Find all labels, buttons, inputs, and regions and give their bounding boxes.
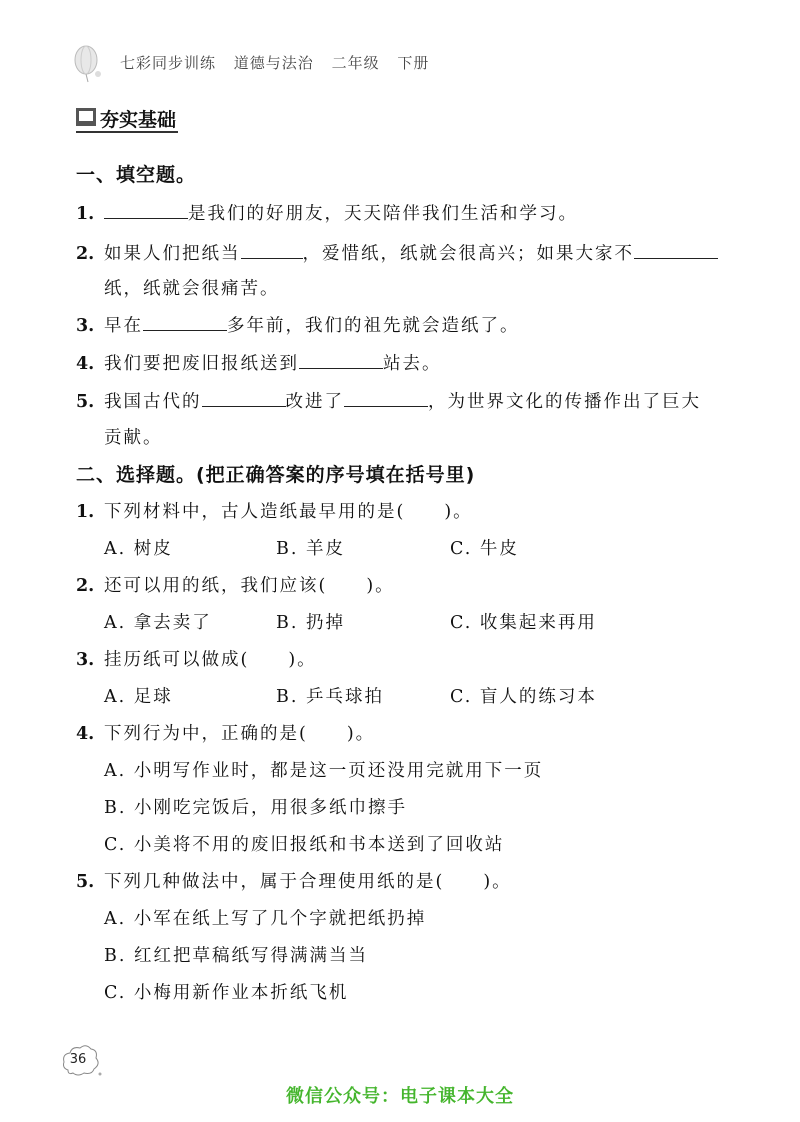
balloon-logo-icon xyxy=(70,44,110,84)
q-number: 1. xyxy=(76,204,95,224)
option-c[interactable]: C. 小美将不用的废旧报纸和书本送到了回收站 xyxy=(104,835,505,855)
choice-question-2 xyxy=(76,572,395,597)
option-a[interactable]: A. 小军在纸上写了几个字就把纸扔掉 xyxy=(104,909,427,929)
option-b[interactable]: B. 红红把草稿纸写得满满当当 xyxy=(104,946,368,966)
answer-blank[interactable] xyxy=(241,240,303,259)
option-c[interactable]: C. 牛皮 xyxy=(450,539,519,559)
header-text xyxy=(120,52,441,73)
fill-question-1 xyxy=(76,200,578,225)
page-number-badge xyxy=(60,1040,104,1084)
q-text: 多年前，我们的祖先就会造纸了。 xyxy=(227,316,520,336)
option-c[interactable]: C. 小梅用新作业本折纸飞机 xyxy=(104,983,349,1003)
option-a[interactable]: A. 小明写作业时，都是这一页还没用完就用下一页 xyxy=(104,761,544,781)
choice-question-5 xyxy=(76,868,512,893)
q-number: 3. xyxy=(76,650,95,670)
q-text: 挂历纸可以做成( )。 xyxy=(104,650,317,670)
fill-question-2 xyxy=(76,240,718,265)
choice-question-3 xyxy=(76,646,317,671)
header-volume: 下册 xyxy=(397,54,430,72)
q-text: 改进了 xyxy=(285,392,344,412)
fill-question-2-cont: 纸，纸就会很痛苦。 xyxy=(104,279,280,299)
option-c[interactable]: C. 收集起来再用 xyxy=(450,613,597,633)
section-underline xyxy=(76,131,178,133)
q-text: 我国古代的 xyxy=(104,392,202,412)
q-text: ，爱惜纸，纸就会很高兴；如果大家不 xyxy=(302,244,634,264)
answer-blank[interactable] xyxy=(104,200,188,219)
header-grade: 二年级 xyxy=(331,54,380,72)
section-badge-icon xyxy=(76,108,98,128)
q-number: 4. xyxy=(76,354,95,374)
page-header xyxy=(70,44,750,84)
option-b[interactable]: B. 小刚吃完饭后，用很多纸巾擦手 xyxy=(104,798,407,818)
answer-blank[interactable] xyxy=(143,312,227,331)
answer-blank[interactable] xyxy=(634,240,718,259)
q-text: 还可以用的纸，我们应该( )。 xyxy=(104,576,395,596)
q-text: 站去。 xyxy=(383,354,442,374)
q-text: 是我们的好朋友，天天陪伴我们生活和学习。 xyxy=(188,204,578,224)
header-series: 七彩同步训练 xyxy=(120,54,217,72)
q-number: 4. xyxy=(76,724,95,744)
q-text: 下列材料中，古人造纸最早用的是( )。 xyxy=(104,502,473,522)
option-b[interactable]: B. 扔掉 xyxy=(276,613,345,633)
q-number: 1. xyxy=(76,502,95,522)
q-text: 下列行为中，正确的是( )。 xyxy=(104,724,376,744)
answer-blank[interactable] xyxy=(299,350,383,369)
choice-question-4 xyxy=(76,720,375,745)
q-number: 3. xyxy=(76,316,95,336)
q-text: 早在 xyxy=(104,316,143,336)
option-c[interactable]: C. 盲人的练习本 xyxy=(450,687,597,707)
part1-title: 一、填空题。 xyxy=(76,164,197,186)
fill-question-4 xyxy=(76,350,442,375)
watermark-text: 微信公众号：电子课本大全 xyxy=(286,1086,514,1107)
fill-question-5-cont: 贡献。 xyxy=(104,428,163,448)
q-text: 如果人们把纸当 xyxy=(104,244,241,264)
part2-title: 二、选择题。(把正确答案的序号填在括号里) xyxy=(76,464,476,486)
q-text: ，为世界文化的传播作出了巨大 xyxy=(428,392,701,412)
q-number: 2. xyxy=(76,576,95,596)
page-number: 36 xyxy=(69,1052,87,1067)
option-b[interactable]: B. 羊皮 xyxy=(276,539,345,559)
section-header xyxy=(76,104,216,130)
header-subject: 道德与法治 xyxy=(233,54,314,72)
q-number: 2. xyxy=(76,244,95,264)
q-text: 下列几种做法中，属于合理使用纸的是( )。 xyxy=(104,872,512,892)
q-text: 我们要把废旧报纸送到 xyxy=(104,354,299,374)
option-a[interactable]: A. 树皮 xyxy=(104,539,173,559)
answer-blank[interactable] xyxy=(202,388,286,407)
option-a[interactable]: A. 拿去卖了 xyxy=(104,613,212,633)
section-title: 夯实基础 xyxy=(100,109,177,131)
fill-question-3 xyxy=(76,312,520,337)
choice-question-1 xyxy=(76,498,473,523)
answer-blank[interactable] xyxy=(344,388,428,407)
q-number: 5. xyxy=(76,872,95,892)
option-b[interactable]: B. 乒乓球拍 xyxy=(276,687,384,707)
fill-question-5 xyxy=(76,388,701,413)
option-a[interactable]: A. 足球 xyxy=(104,687,173,707)
q-number: 5. xyxy=(76,392,95,412)
